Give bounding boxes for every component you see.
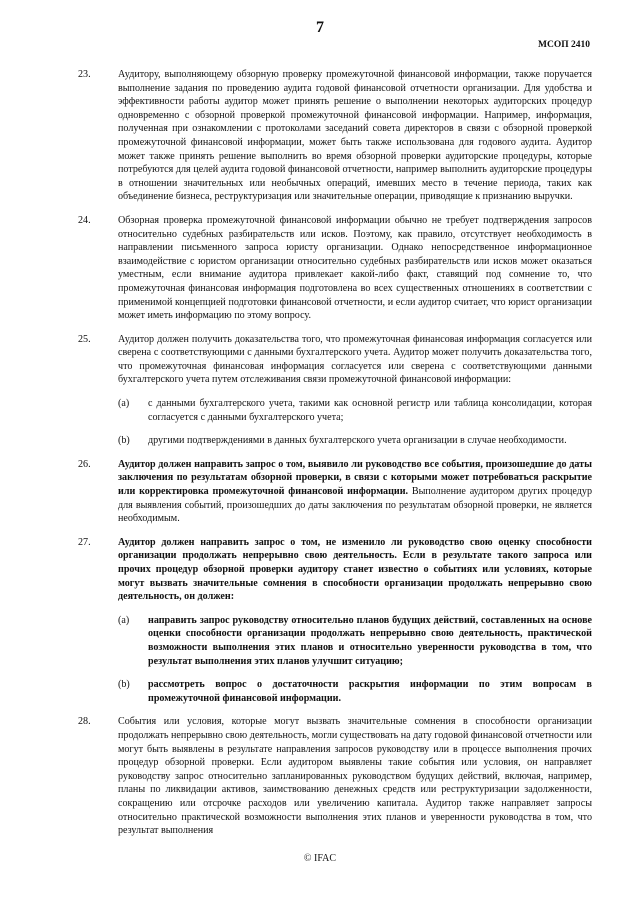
subparagraph-label: (b): [118, 435, 130, 447]
subparagraph-text: с данными бухгалтерского учета, такими как основной регистр или таблица консолидации, которая согласуется с данными бухгалтерского учета;: [148, 398, 592, 423]
paragraph-text: Аудитор должен направить запрос о том, не изменило ли руководство свою оценку способности организации продолжать непрерывно свою деятельность. Если в результате такого запроса или прочих процедур обзорной проверки аудитору станет известно о событиях или условиях, которые могут вызвать значительные сомнения в способности организации продолжать непрерывно свою деятельность, он должен:: [118, 536, 592, 603]
subparagraph-label: (b): [118, 679, 130, 691]
subparagraph-27a: [118, 614, 592, 668]
paragraph-28: [78, 715, 592, 837]
subparagraph-25a: [118, 397, 592, 424]
paragraph-number: 28.: [78, 716, 91, 728]
subparagraph-text: другими подтверждениями в данных бухгалтерского учета организации в случае необходимости.: [148, 435, 567, 447]
paragraph-text: Обзорная проверка промежуточной финансовой информации обычно не требует подтверждения запросов относительно судебных разбирательств или исков. Поэтому, как правило, отсутствует необходимость в направлении письменного запроса юристу организации. Однако непосредственное информационное взаимодействие с юристом организации относительно судебных разбирательств или исков может оказаться уместным, если внимание аудитора привлекает какой-либо факт, ставящий под сомнение то, что промежуточная финансовая информация подготовлена во всех существенных отношениях в соответствии с применимой концепцией подготовки финансовой отчетности, и если аудитор считает, что юрист организации может иметь информацию по этому вопросу.: [118, 214, 592, 322]
paragraph-regular-text: Выполнение аудитором других процедур для выявления событий, произошедших до даты заключения по результатам обзорной проверки, не является необходимым.: [118, 486, 592, 525]
paragraph-text: Аудитору, выполняющему обзорную проверку промежуточной финансовой информации, также поручается выполнение задания по проведению аудита годовой финансовой отчетности организации. Для удобства и эффективности работы аудитор может принять решение о выполнении некоторых аудиторских процедур одновременно с обзорной проверкой промежуточной финансовой информации. Например, информация, полученная при ознакомлении с протоколами заседаний совета директоров в связи с обзорной проверкой промежуточной финансовой информации, может быть также использована для годового аудита. Аудитор может также принять решение выполнить во время обзорной проверки аудиторские процедуры, которые потребуются для целей аудита годовой финансовой отчетности, например выполнить аудиторские процедуры в отношении значительных или необычных операций, имевших место в течение периода, таких как объединение бизнеса, реструктуризация или значительные операции, приводящие к признанию выручки.: [118, 69, 592, 203]
paragraph-24: [78, 214, 592, 323]
subparagraph-27b: [118, 678, 592, 705]
subparagraph-text: направить запрос руководству относительно планов будущих действий, составленных на основе оценки способности организации продолжать непрерывно свою деятельность, практической возможности выполнения этих планов и относительно уверенности руководства в том, что результат выполнения этих планов улучшит ситуацию;: [148, 614, 592, 667]
copyright-footer: © IFAC: [303, 853, 337, 864]
paragraph-number: 23.: [78, 69, 91, 80]
paragraph-text: События или условия, которые могут вызвать значительные сомнения в способности организации продолжать непрерывно свою деятельность, могли существовать на дату годовой финансовой отчетности или могут быть выявлены в результате направления запросов руководству или в процессе выполнения прочих процедур обзорной проверки. Если аудитором выявлены такие события или условия, он направляет руководству запрос относительно запланированных руководством будущих действий, включая, например, планы по ликвидации активов, заимствованию денежных средств или реструктуризации задолженности, сокращению или отсрочке расходов или увеличению капитала. Аудитор также направляет запросы относительно практической возможности выполнения этих планов и уверенности руководства в том, что результат выполнения: [118, 716, 592, 837]
subparagraph-25b: [118, 434, 592, 448]
paragraph-number: 25.: [78, 333, 91, 345]
paragraph-bold-text: Аудитор должен направить запрос о том, выявило ли руководство все события, произошедшие до даты заключения по результатам обзорной проверки, в связи с которыми может потребоваться раскрытие или корректировка промежуточной финансовой информации.: [118, 458, 592, 498]
paragraph-number: 26.: [78, 458, 91, 470]
paragraph-text: [118, 458, 592, 526]
paragraph-26: [78, 458, 592, 526]
paragraph-text: Аудитор должен получить доказательства того, что промежуточная финансовая информация согласуется или сверена с соответствующими с данными бухгалтерского учета. Аудитор может получить доказательства того, что промежуточная финансовая информация согласуется или сверена с соответствующими данными бухгалтерского учета путем отслеживания связи промежуточной финансовой информации:: [118, 333, 592, 386]
document-body: [78, 68, 592, 848]
paragraph-23: [78, 68, 592, 204]
paragraph-number: 24.: [78, 214, 91, 226]
subparagraph-label: (a): [118, 398, 130, 410]
page-number: 7: [316, 19, 324, 36]
paragraph-number: 27.: [78, 536, 91, 548]
document-code: МСОП 2410: [538, 40, 590, 50]
paragraph-25: [78, 333, 592, 387]
paragraph-27: [78, 536, 592, 604]
subparagraph-text: рассмотреть вопрос о достаточности раскрытия информации по этим вопросам в промежуточной финансовой информации.: [148, 679, 592, 704]
subparagraph-label: (a): [118, 614, 130, 626]
